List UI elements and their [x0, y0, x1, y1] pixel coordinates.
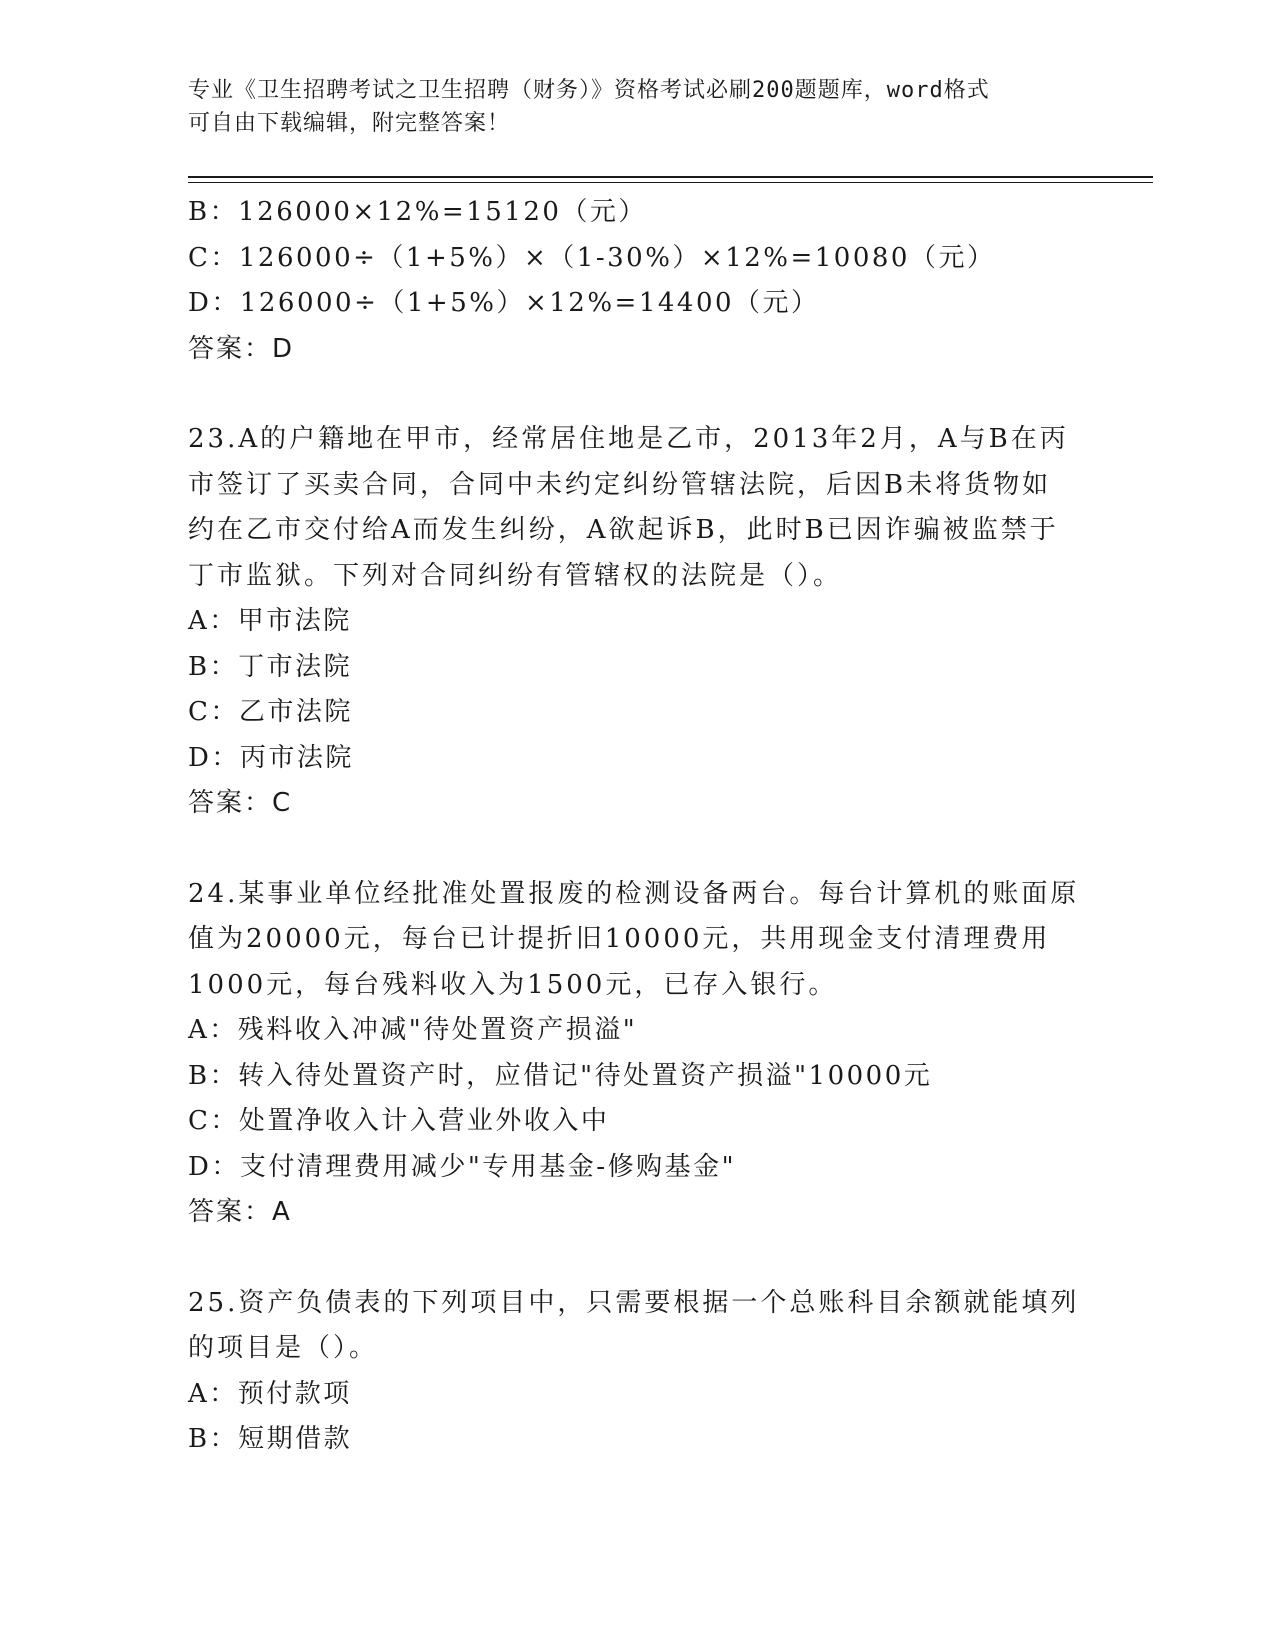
header-divider-thin [188, 182, 1153, 183]
spacer [188, 1236, 1088, 1281]
option-b: B：短期借款 [188, 1424, 353, 1454]
question-text [188, 417, 1088, 599]
option-c: C：126000÷（1+5%）×（1-30%）×12%=10080（元） [188, 242, 996, 273]
question-24 [188, 872, 1088, 1236]
option-a: A：甲市法院 [188, 606, 352, 636]
option-a: A：预付款项 [188, 1378, 352, 1409]
question-text-line: 的项目是（）。 [188, 1333, 379, 1363]
option-c: C：处置净收入计入营业外收入中 [188, 1106, 610, 1136]
option-d: D：支付清理费用减少"专用基金-修购基金" [188, 1151, 737, 1182]
question-text-line: 值为20000元，每台已计提折旧10000元，共用现金支付清理费用 [188, 924, 1051, 954]
header-title-line-1: 专业《卫生招聘考试之卫生招聘（财务）》资格考试必刷200题题库，word格式 [188, 78, 990, 103]
header-divider-thick [188, 176, 1153, 178]
option-b: B：126000×12%=15120（元） [188, 197, 647, 227]
answer-label: 答案：D [188, 333, 295, 364]
question-23 [188, 417, 1088, 827]
question-text-line: 市签订了买卖合同，合同中未约定纠纷管辖法院，后因B未将货物如 [188, 469, 1052, 500]
option-d: D：126000÷（1+5%）×12%=14400（元） [188, 288, 820, 318]
question-content [188, 190, 1088, 1463]
question-text-line: 23.A的户籍地在甲市，经常居住地是乙市，2013年2月，A与B在丙 [188, 424, 1069, 454]
question-text-line: 丁市监狱。下列对合同纠纷有管辖权的法院是（）。 [188, 560, 843, 591]
question-text-line: 25.资产负债表的下列项目中，只需要根据一个总账科目余额就能填列 [188, 1287, 1080, 1318]
option-d: D：丙市法院 [188, 742, 354, 773]
answer-label: 答案：A [188, 1197, 292, 1227]
option-b: B：丁市法院 [188, 651, 353, 682]
question-22 [188, 190, 1088, 372]
option-a: A：残料收入冲减"待处置资产损溢" [188, 1015, 638, 1045]
spacer [188, 372, 1088, 417]
question-text [188, 1281, 1088, 1372]
question-text [188, 872, 1088, 1009]
answer-label: 答案：C [188, 788, 293, 818]
question-text-line: 1000元，每台残料收入为1500元，已存入银行。 [188, 969, 838, 1000]
option-c: C：乙市法院 [188, 697, 353, 727]
option-b: B：转入待处置资产时，应借记"待处置资产损溢"10000元 [188, 1060, 933, 1091]
question-25 [188, 1281, 1088, 1463]
page-header [188, 74, 1068, 140]
header-title-line-2: 可自由下载编辑，附完整答案！ [188, 111, 511, 136]
question-text-line: 约在乙市交付给A而发生纠纷，A欲起诉B，此时B已因诈骗被监禁于 [188, 515, 1059, 545]
question-text-line: 24.某事业单位经批准处置报废的检测设备两台。每台计算机的账面原 [188, 878, 1080, 909]
spacer [188, 827, 1088, 872]
